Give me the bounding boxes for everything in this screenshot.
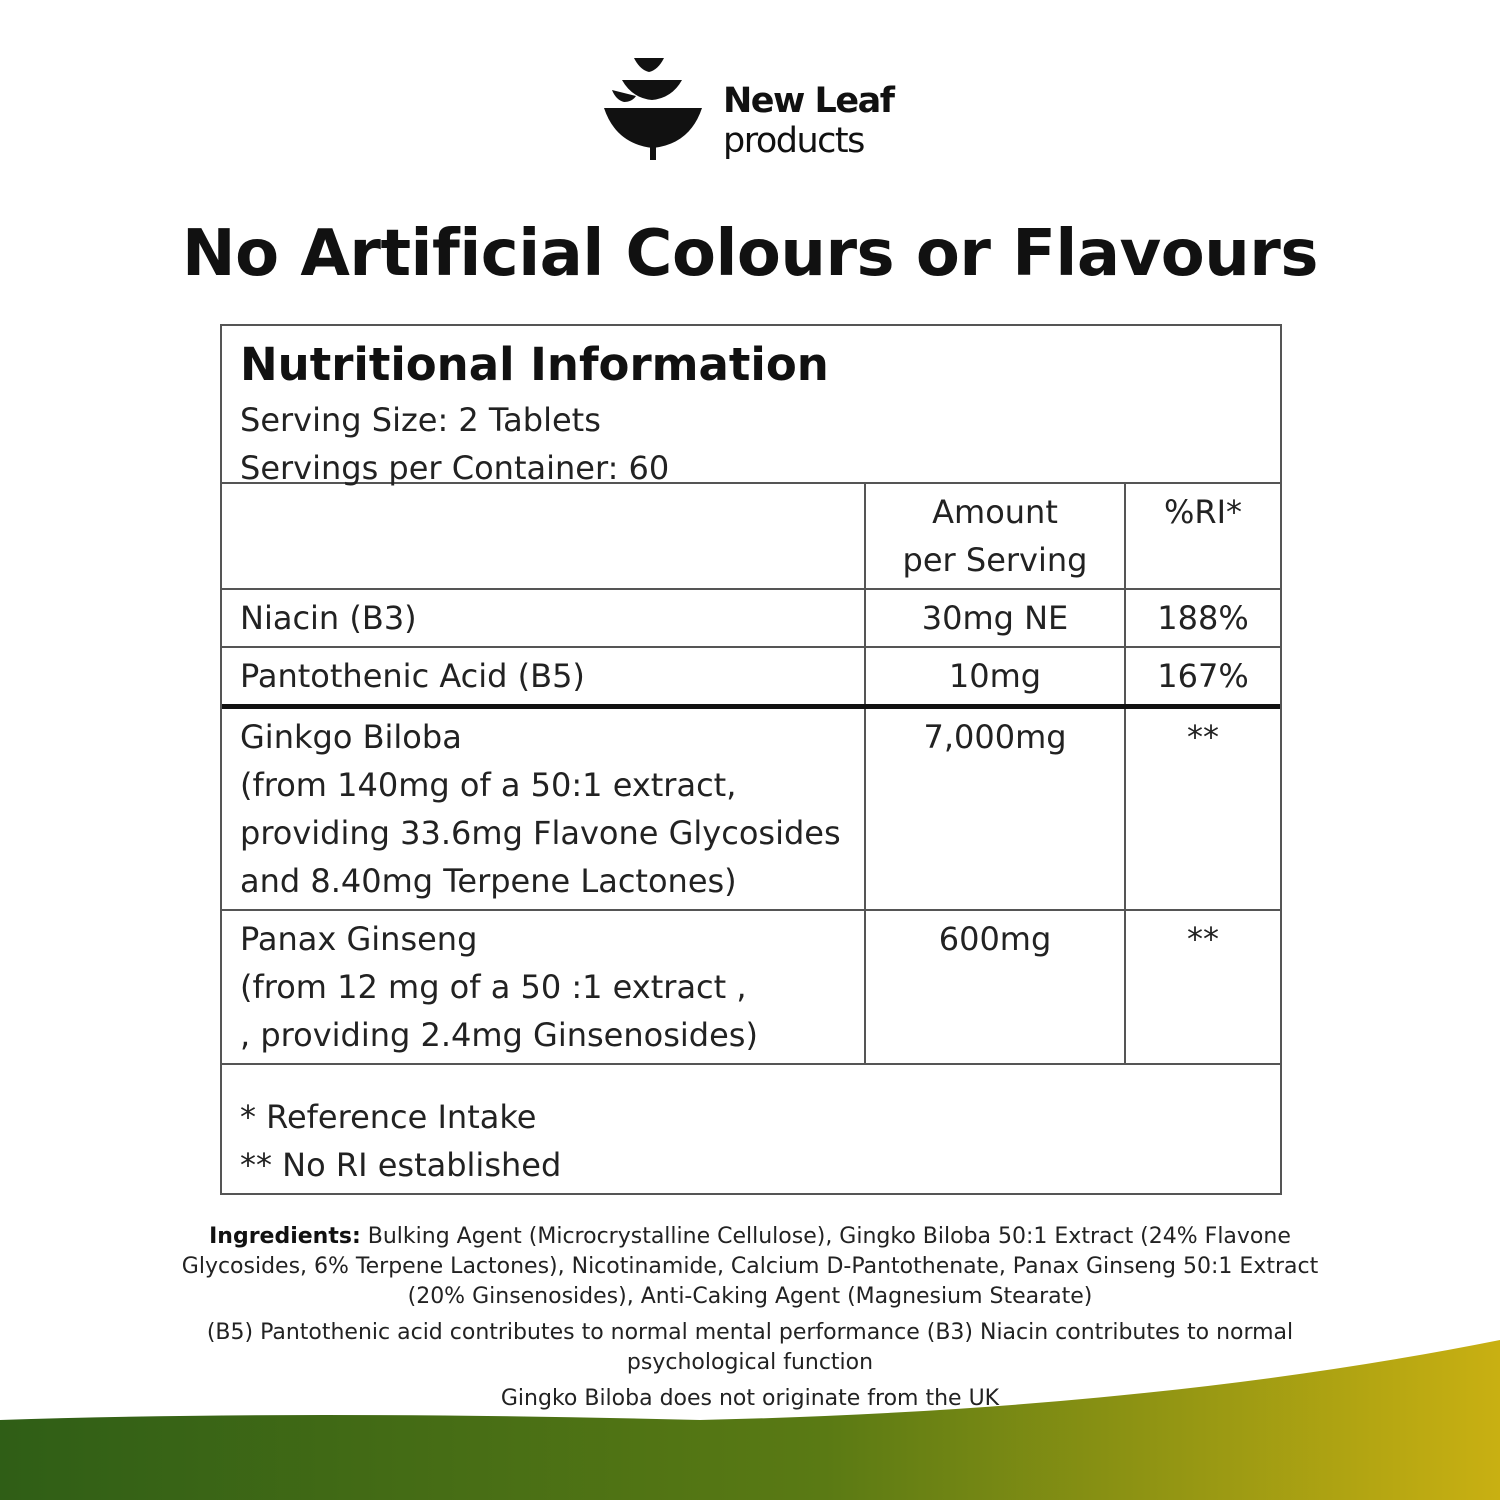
table-row	[222, 910, 1280, 1064]
nutrition-panel	[220, 324, 1282, 1195]
servings-per-container: Servings per Container: 60	[240, 449, 670, 487]
row-detail: , providing 2.4mg Ginsenosides)	[240, 1016, 758, 1054]
footnotes	[222, 1064, 1280, 1193]
header-amount-line1: Amount	[932, 493, 1058, 531]
row-name: Panax Ginseng	[240, 920, 478, 958]
row-name: Ginkgo Biloba	[240, 718, 462, 756]
row-amount: 600mg	[865, 910, 1125, 1064]
row-detail: (from 140mg of a 50:1 extract,	[240, 766, 737, 804]
row-amount: 10mg	[865, 647, 1125, 707]
health-claim: (B5) Pantothenic acid contributes to normal mental performance (B3) Niacin contributes to normal psychological function	[206, 1320, 1294, 1375]
table-header-row	[222, 483, 1280, 589]
table-row	[222, 707, 1280, 911]
row-detail: providing 33.6mg Flavone Glycosides	[240, 814, 841, 852]
header-empty-cell	[222, 483, 865, 589]
brand-name: New Leaf	[723, 81, 894, 121]
row-name: Niacin (B3)	[222, 589, 865, 647]
ingredients-label: Ingredients:	[209, 1224, 361, 1249]
ingredients-text: Bulking Agent (Microcrystalline Cellulose), Gingko Biloba 50:1 Extract (24% Flavone Glycosides, 6% Terpene Lactones), Nicotinamide, Calcium D-Pantothenate, Panax Ginseng 50:1 Extract (20% Ginsenosides), Anti-Caking Agent (Magnesium Stearate)	[181, 1224, 1319, 1309]
footnote-ri: * Reference Intake	[240, 1098, 537, 1136]
footnote-row	[222, 1064, 1280, 1193]
header-ri: %RI*	[1125, 483, 1280, 589]
stacked-leaf-tree-icon	[602, 58, 714, 162]
row-detail: (from 12 mg of a 50 :1 extract ,	[240, 968, 747, 1006]
row-name-cell	[222, 707, 865, 911]
nutrition-panel-header	[222, 326, 1280, 487]
serving-size: Serving Size: 2 Tablets	[240, 401, 601, 439]
table-row	[222, 589, 1280, 647]
table-row	[222, 647, 1280, 707]
nutrition-title: Nutritional Information	[240, 338, 829, 391]
header-amount	[865, 483, 1125, 589]
row-ri: 188%	[1125, 589, 1280, 647]
row-ri: 167%	[1125, 647, 1280, 707]
origin-note: Gingko Biloba does not originate from the UK	[500, 1386, 1000, 1411]
row-ri: **	[1125, 910, 1280, 1064]
brand-subname: products	[723, 121, 864, 161]
footnote-no-ri: ** No RI established	[240, 1146, 562, 1184]
row-amount: 7,000mg	[865, 707, 1125, 911]
row-amount: 30mg NE	[865, 589, 1125, 647]
brand-logo	[602, 58, 902, 168]
row-name: Pantothenic Acid (B5)	[222, 647, 865, 707]
row-name-cell	[222, 910, 865, 1064]
header-amount-line2: per Serving	[902, 541, 1088, 579]
nutrition-table	[222, 482, 1280, 1193]
row-ri: **	[1125, 707, 1280, 911]
ingredients-text-block	[170, 1222, 1330, 1312]
page-headline: No Artificial Colours or Flavours	[182, 217, 1318, 291]
bottom-wave-decoration	[0, 1300, 1500, 1500]
row-detail: and 8.40mg Terpene Lactones)	[240, 862, 737, 900]
